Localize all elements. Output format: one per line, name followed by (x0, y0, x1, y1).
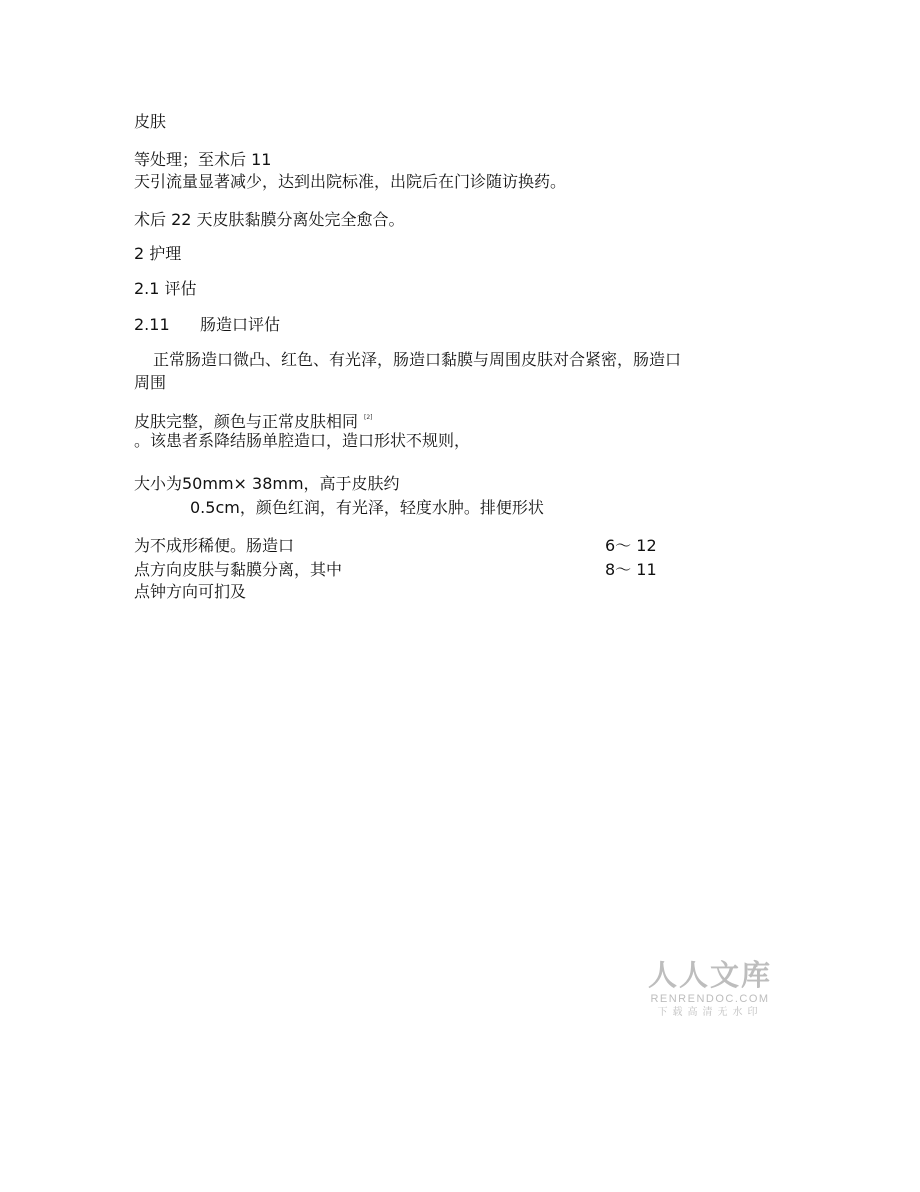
subsection-title: 肠造口评估 (200, 315, 281, 334)
text-line: 点钟方向可扪及 (134, 582, 247, 601)
watermark-slogan: 下载高清无水印 (657, 1007, 763, 1018)
text-line-value: 8～ 11 (605, 560, 657, 579)
text-line: 为不成形稀便。肠造口 (134, 536, 295, 555)
text-line: 。该患者系降结肠单腔造口，造口形状不规则， (134, 431, 471, 450)
text-line: 点方向皮肤与黏膜分离，其中 (134, 560, 343, 579)
citation-mark: [2] (364, 414, 373, 421)
text-line: 术后 22 天皮肤黏膜分离处完全愈合。 (134, 210, 405, 229)
text-line (134, 408, 373, 432)
text-line-value: 6～ 12 (605, 536, 657, 555)
watermark-logo (640, 958, 780, 1020)
subsection-number: 2.11 (134, 315, 170, 334)
subsection-heading: 2.1 评估 (134, 279, 197, 298)
text-fragment: 皮肤完整，颜色与正常皮肤相同 (134, 412, 359, 431)
text-line: 等处理；至术后 11 (134, 150, 272, 169)
text-line: 天引流量显著减少，达到出院标准，出院后在门诊随访换药。 (134, 172, 567, 191)
watermark-url: RENRENDOC.COM (650, 993, 770, 1005)
text-line: 周围 (134, 373, 167, 392)
section-heading: 2 护理 (134, 244, 182, 263)
watermark-title: 人人文库 (647, 958, 772, 992)
text-line: 皮肤 (134, 112, 167, 131)
text-line: 正常肠造口微凸、红色、有光泽，肠造口黏膜与周围皮肤对合紧密，肠造口 (153, 350, 682, 369)
text-line: 0.5cm，颜色红润，有光泽，轻度水肿。排便形状 (190, 498, 544, 517)
text-line: 大小为50mm× 38mm，高于皮肤约 (134, 474, 400, 493)
